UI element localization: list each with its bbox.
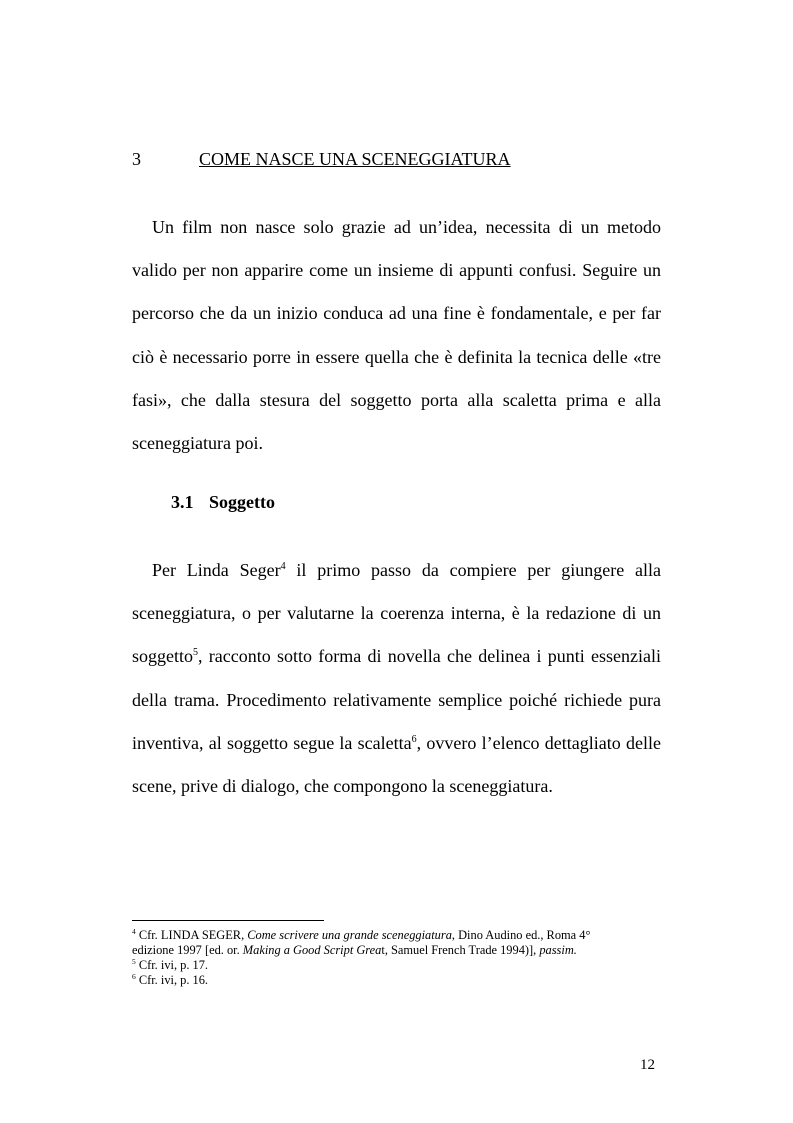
footnote-5 xyxy=(132,958,632,973)
section-title: Soggetto xyxy=(209,492,275,512)
footnote-text: , Dino Audino ed., Roma 4° edizione 1997 [ed. or. xyxy=(132,928,591,957)
footnote-text: Cfr. LINDA SEGER, xyxy=(135,928,248,942)
chapter-number: 3 xyxy=(132,149,141,169)
footnote-text: Cfr. ivi, p. 17. xyxy=(135,958,209,972)
book-title: Come scrivere una grande sceneggiatura xyxy=(247,928,452,942)
footnote-separator xyxy=(132,920,324,921)
original-title: Making a Good Script Grea xyxy=(242,943,382,957)
footnote-ref-4: 4 xyxy=(280,561,286,572)
footnote-ref-5: 5 xyxy=(193,647,198,659)
passim: passim. xyxy=(539,943,577,957)
body-text: , racconto sotto forma di novella che delinea i punti essenziali della trama. Procedimento relativamente semplice poiché richiede pura inventiva, al soggetto segue la scaletta xyxy=(132,646,661,753)
footnote-4 xyxy=(132,928,632,958)
body-text: , ovvero l’elenco dettagliato delle scene, prive di dialogo, che compongono la sceneggiatura. xyxy=(132,732,661,797)
section-number: 3.1 xyxy=(171,492,194,512)
body-text: il primo passo da compiere per giungere alla sceneggiatura, o per valutarne la coerenza interna, è la redazione di un soggetto xyxy=(132,560,661,667)
chapter-title: COME NASCE UNA SCENEGGIATURA xyxy=(199,149,511,169)
footnote-text: t, Samuel French Trade 1994)], xyxy=(381,943,540,957)
footnote-ref-6: 6 xyxy=(411,733,417,745)
footnote-6 xyxy=(132,973,632,988)
page-number: 12 xyxy=(640,1057,655,1073)
footnote-mark: 4 xyxy=(132,927,136,936)
body-paragraph xyxy=(132,549,661,808)
footnote-text: Cfr. ivi, p. 16. xyxy=(135,973,209,987)
footnote-mark: 5 xyxy=(132,957,136,966)
footnotes xyxy=(132,928,632,988)
body-text: Per Linda Seger xyxy=(152,560,281,580)
intro-paragraph: Un film non nasce solo grazie ad un’idea, necessita di un metodo valido per non apparire come un insieme di appunti confusi. Seguire un percorso che da un inizio conduca ad una fine è fondamentale, e per far ciò è necessario porre in essere quella che è definita la tecnica delle «tre fasi», che dalla stesura del soggetto porta alla scaletta prima e alla sceneggiatura poi. xyxy=(132,217,661,454)
section-heading xyxy=(171,490,275,514)
footnote-mark: 6 xyxy=(132,972,136,981)
